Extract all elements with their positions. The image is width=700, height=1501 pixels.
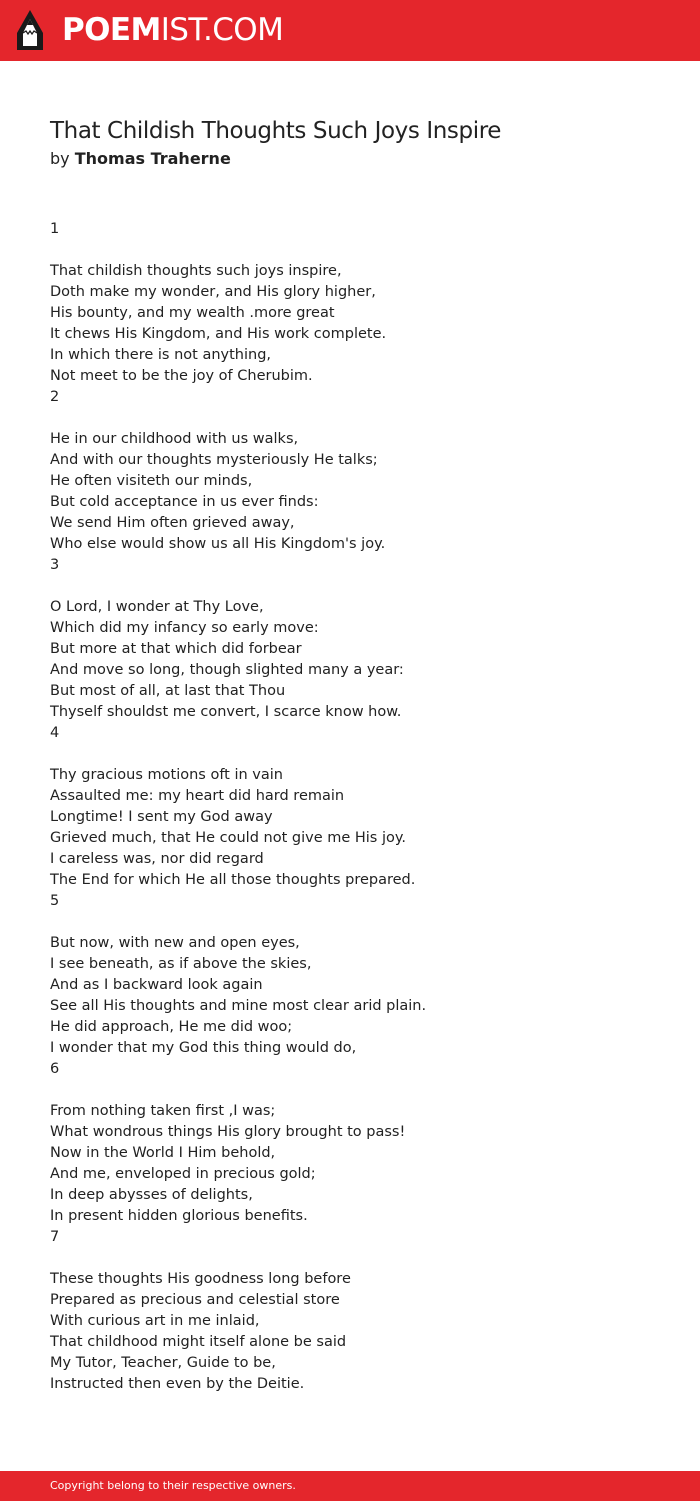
poem-line: And move so long, though slighted many a year: [50,662,404,678]
stanza-number: 3 [50,557,60,573]
poem-line: Who else would show us all His Kingdom's joy. [50,536,386,552]
stanza-gap [50,408,670,429]
poem-line: He did approach, He me did woo; [50,1019,293,1035]
poem-line: With curious art in me inlaid, [50,1313,260,1329]
poem-line: Not meet to be the joy of Cherubim. [50,368,313,384]
stanza-gap [50,1248,670,1269]
poem-line: That childhood might itself alone be said [50,1334,347,1350]
poem-line: Prepared as precious and celestial store [50,1292,340,1308]
stanza-gap [50,744,670,765]
poem-line: In which there is not anything, [50,347,272,363]
poem-line: Instructed then even by the Deitie. [50,1376,305,1392]
poem-line: But now, with new and open eyes, [50,935,300,951]
poem-line: But most of all, at last that Thou [50,683,286,699]
stanza-gap [50,912,670,933]
stanza-number: 5 [50,893,60,909]
poem-title: That Childish Thoughts Such Joys Inspire [50,118,501,144]
poem-line: My Tutor, Teacher, Guide to be, [50,1355,276,1371]
stanza-number: 2 [50,389,60,405]
brand-light: IST.COM [160,12,284,48]
poem-line: Which did my infancy so early move: [50,620,319,636]
poem-line: In present hidden glorious benefits. [50,1208,308,1224]
copyright-text: Copyright belong to their respective owners. [50,1479,296,1492]
poem-line: Doth make my wonder, and His glory higher, [50,284,376,300]
poem-line: But more at that which did forbear [50,641,302,657]
poem-line: See all His thoughts and mine most clear arid plain. [50,998,427,1014]
poem-author[interactable]: Thomas Traherne [74,149,231,168]
poem-line: It chews His Kingdom, and His work complete. [50,326,387,342]
poem-line: We send Him often grieved away, [50,515,295,531]
stanza-number: 1 [50,221,60,237]
poem-body [50,219,670,1395]
poem-line: He in our childhood with us walks, [50,431,299,447]
site-header [0,0,700,61]
stanza-number: 4 [50,725,60,741]
poem-line: What wondrous things His glory brought to pass! [50,1124,406,1140]
poem-line: I careless was, nor did regard [50,851,264,867]
poem-line: And me, enveloped in precious gold; [50,1166,316,1182]
poem-line: And with our thoughts mysteriously He talks; [50,452,378,468]
by-label: by [50,149,70,168]
poem-line: The End for which He all those thoughts prepared. [50,872,416,888]
stanza-gap [50,1080,670,1101]
stanza-gap [50,240,670,261]
poem-line: Longtime! I sent my God away [50,809,273,825]
stanza-number: 7 [50,1229,60,1245]
site-footer [0,1471,700,1501]
poem-line: From nothing taken first ,I was; [50,1103,276,1119]
poem-line: Assaulted me: my heart did hard remain [50,788,345,804]
poem-line: I see beneath, as if above the skies, [50,956,312,972]
site-brand[interactable] [62,12,283,49]
poem-line: But cold acceptance in us ever finds: [50,494,319,510]
pencil-tip-icon[interactable] [16,9,44,52]
poem-line: O Lord, I wonder at Thy Love, [50,599,264,615]
poem-line: Thyself shouldst me convert, I scarce know how. [50,704,402,720]
poem-line: Now in the World I Him behold, [50,1145,276,1161]
poem-line: That childish thoughts such joys inspire, [50,263,342,279]
poem-line: He often visiteth our minds, [50,473,253,489]
stanza-number: 6 [50,1061,60,1077]
poem-line: His bounty, and my wealth .more great [50,305,335,321]
poem-line: In deep abysses of delights, [50,1187,253,1203]
brand-bold: POEM [62,12,161,48]
poem-line: And as I backward look again [50,977,263,993]
poem-line: I wonder that my God this thing would do, [50,1040,357,1056]
stanza-gap [50,576,670,597]
poem-line: Thy gracious motions oft in vain [50,767,283,783]
poem-line: These thoughts His goodness long before [50,1271,351,1287]
poem-line: Grieved much, that He could not give me His joy. [50,830,406,846]
poem-byline [50,148,231,170]
